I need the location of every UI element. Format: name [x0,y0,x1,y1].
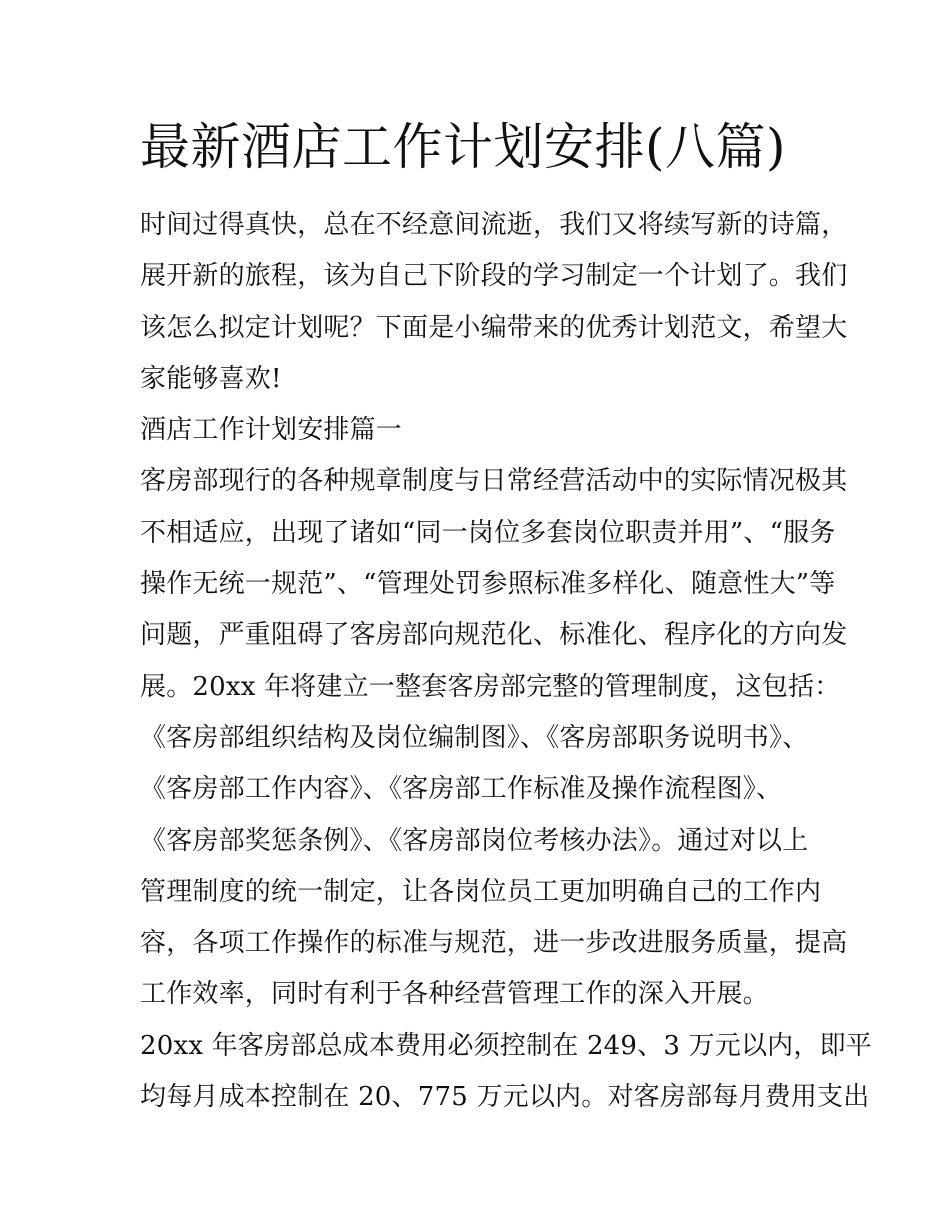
intro-line-2: 展开新的旅程，该为自己下阶段的学习制定一个计划了。我们 [140,261,848,292]
paragraph-line: 问题，严重阻碍了客房部向规范化、标准化、程序化的方向发 [140,620,848,651]
section-heading: 酒店工作计划安排篇一 [140,415,403,446]
paragraph-line: 《客房部奖惩条例》、《客房部岗位考核办法》。通过对以上 [140,825,809,856]
paragraph-line: 管理制度的统一制定，让各岗位员工更加明确自己的工作内 [140,876,822,907]
paragraph-line: 均每月成本控制在 20、775 万元以内。对客房部每月费用支出 [140,1082,870,1113]
paragraph-line: 客房部现行的各种规章制度与日常经营活动中的实际情况极其 [140,466,848,497]
document-body [140,200,872,1123]
paragraph-line: 20xx 年客房部总成本费用必须控制在 249、3 万元以内，即平 [140,1030,872,1061]
paragraph-line: 操作无统一规范”、“管理处罚参照标准多样化、随意性大”等 [140,569,836,600]
paragraph-line: 工作效率，同时有利于各种经营管理工作的深入开展。 [140,979,769,1010]
intro-line-3: 该怎么拟定计划呢？下面是小编带来的优秀计划范文，希望大 [140,312,848,343]
paragraph-line: 不相适应，出现了诸如“同一岗位多套岗位职责并用”、“服务 [140,517,836,548]
document-title: 最新酒店工作计划安排(八篇) [140,118,787,176]
intro-line-4: 家能够喜欢! [140,363,282,394]
paragraph-line: 容，各项工作操作的标准与规范，进一步改进服务质量，提高 [140,928,848,959]
paragraph-line: 《客房部工作内容》、《客房部工作标准及操作流程图》、 [140,774,783,805]
paragraph-line: 《客房部组织结构及岗位编制图》、《客房部职务说明书》、 [140,722,809,753]
document-page [140,112,872,1123]
paragraph-line: 展。20xx 年将建立一整套客房部完整的管理制度，这包括： [140,671,841,702]
intro-line-1: 时间过得真快，总在不经意间流逝，我们又将续写新的诗篇， [140,210,848,240]
